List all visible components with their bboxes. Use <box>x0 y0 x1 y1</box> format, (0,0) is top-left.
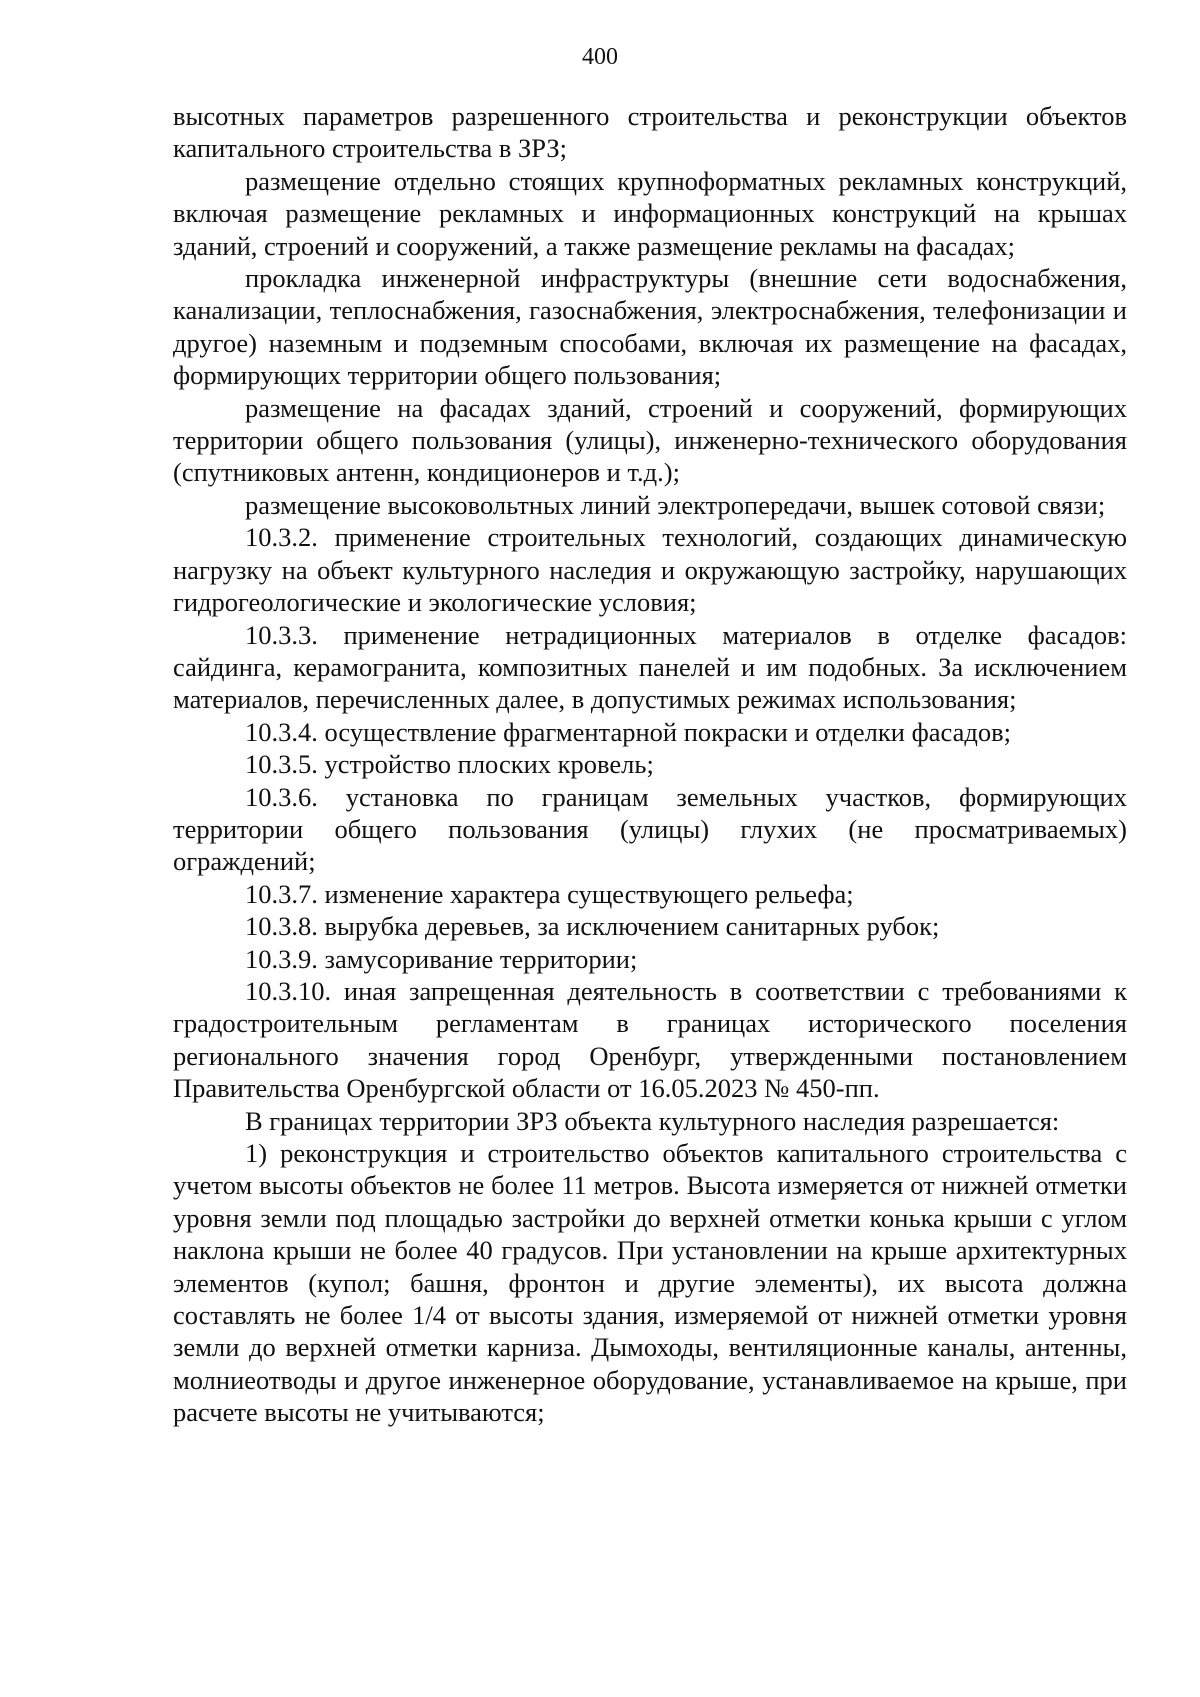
paragraph-10-3-7: 10.3.7. изменение характера существующего рельефа; <box>245 878 854 909</box>
document-body <box>173 100 1127 1429</box>
paragraph-10-3-4: 10.3.4. осуществление фрагментарной покраски и отделки фасадов; <box>245 716 1011 747</box>
paragraph-height-parameters: высотных параметров разрешенного строительства и реконструкции объектов капитального строительства в ЗРЗ; <box>173 101 1127 164</box>
paragraph-10-3-8: 10.3.8. вырубка деревьев, за исключением санитарных рубок; <box>245 911 940 942</box>
paragraph-high-voltage-lines: размещение высоковольтных линий электропередачи, вышек сотовой связи; <box>245 489 1106 520</box>
paragraph-10-3-2: 10.3.2. применение строительных технологий, создающих динамическую нагрузку на объект культурного наследия и окружающую застройку, нарушающих гидрогеологические и экологические условия; <box>173 522 1127 618</box>
paragraph-permitted-item-1: 1) реконструкция и строительство объектов капитального строительства с учетом высоты объектов не более 11 метров. Высота измеряется от нижней отметки уровня земли под площадью застройки до верхней отметки конька крыши с углом наклона крыши не более 40 градусов. При установлении на крыше архитектурных элементов (купол; башня, фронтон и другие элементы), их высота должна составлять не более 1/4 от высоты здания, измеряемой от нижней отметки уровня земли до верхней отметки карниза. Дымоходы, вентиляционные каналы, антенны, молниеотводы и другое инженерное оборудование, устанавливаемое на крыше, при расчете высоты не учитываются; <box>173 1138 1127 1428</box>
paragraph-permitted-intro: В границах территории ЗРЗ объекта культурного наследия разрешается: <box>245 1105 1060 1136</box>
paragraph-facade-equipment: размещение на фасадах зданий, строений и сооружений, формирующих территории общего пользования (улицы), инженерно-технического оборудования (спутниковых антенн, кондиционеров и т.д.); <box>173 392 1127 488</box>
paragraph-10-3-6: 10.3.6. установка по границам земельных участков, формирующих территории общего пользования (улицы) глухих (не просматриваемых) ограждений; <box>173 781 1127 877</box>
paragraph-10-3-9: 10.3.9. замусоривание территории; <box>245 943 638 974</box>
paragraph-10-3-10: 10.3.10. иная запрещенная деятельность в соответствии с требованиями к градостроительным регламентам в границах исторического поселения регионального значения город Оренбург, утвержденными постановлением Правительства Оренбургской области от 16.05.2023 № 450-пп. <box>173 975 1127 1104</box>
paragraph-10-3-5: 10.3.5. устройство плоских кровель; <box>245 749 654 780</box>
page-number: 400 <box>582 44 618 70</box>
paragraph-engineering-infrastructure: прокладка инженерной инфраструктуры (внешние сети водоснабжения, канализации, теплоснабжения, газоснабжения, электроснабжения, телефонизации и другое) наземным и подземным способами, включая их размещение на фасадах, формирующих территории общего пользования; <box>173 263 1127 391</box>
paragraph-advertising-structures: размещение отдельно стоящих крупноформатных рекламных конструкций, включая размещение рекламных и информационных конструкций на крышах зданий, строений и сооружений, а также размещение рекламы на фасадах; <box>173 165 1127 261</box>
paragraph-10-3-3: 10.3.3. применение нетрадиционных материалов в отделке фасадов: сайдинга, керамогранита, композитных панелей и им подобных. За исключением материалов, перечисленных далее, в допустимых режимах использования; <box>173 619 1127 715</box>
